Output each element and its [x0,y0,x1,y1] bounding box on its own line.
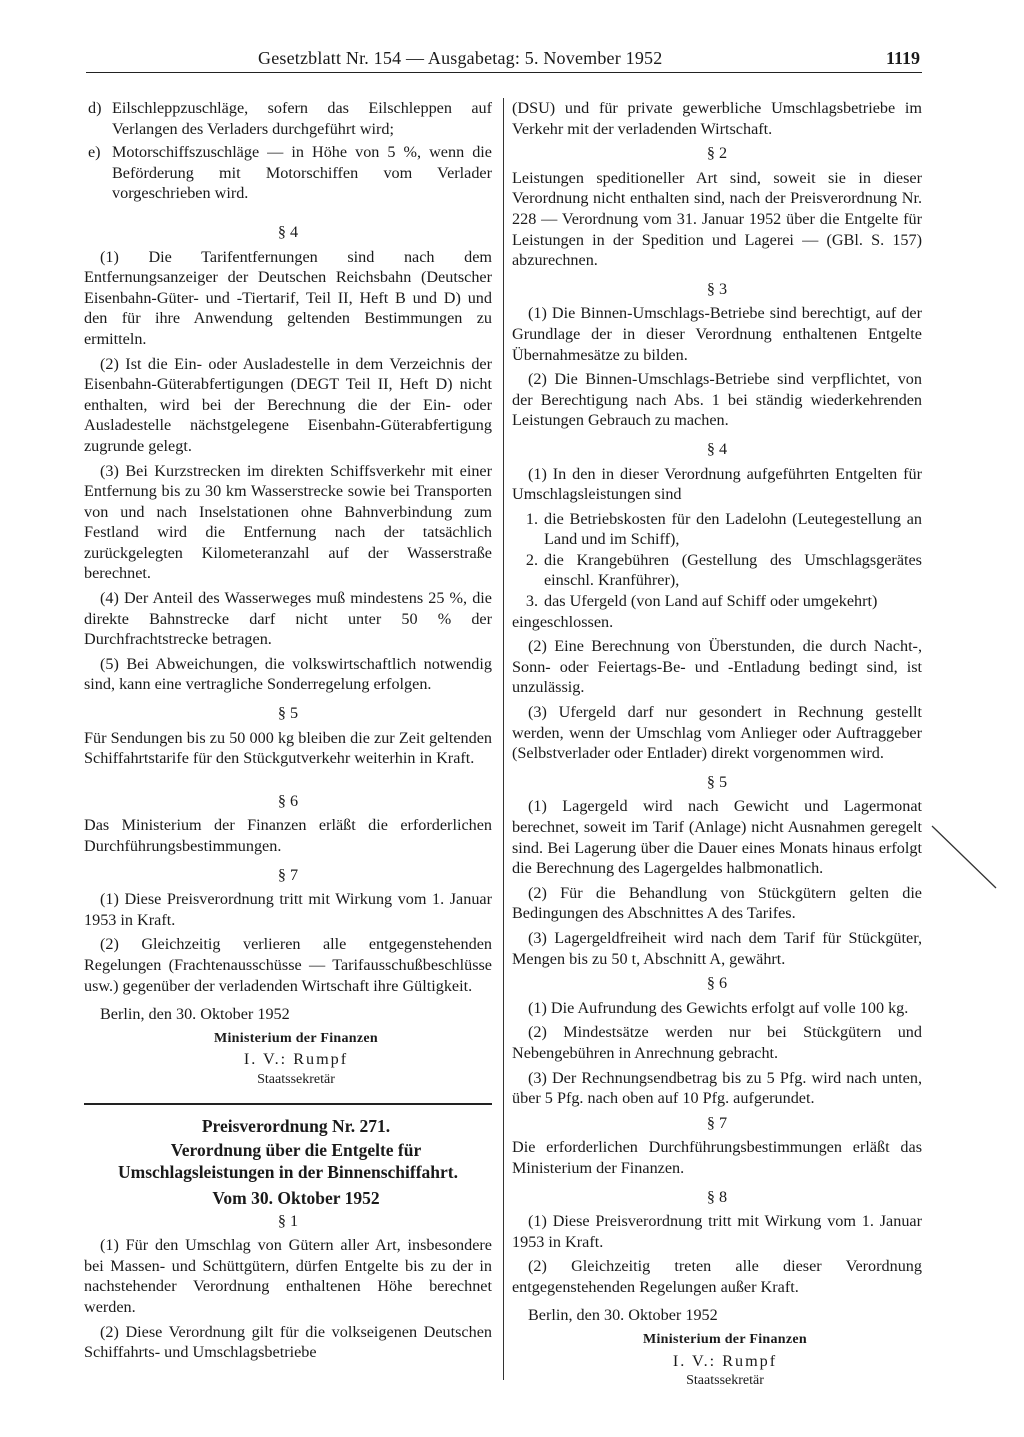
list-label: 3. [525,592,538,611]
signer-role: Staatssekretär [257,1071,335,1087]
place-date: Berlin, den 30. Oktober 1952 [100,1005,290,1024]
paragraph: (1) Für den Umschlag von Gütern aller Art, insbesondere bei Massen- und Schüttgütern, dürfen Entgelte bis zu der in nachstehender Verordnung enthaltenen Höhe berechnet werden. [84,1236,492,1316]
section-heading: § 5 [706,772,728,791]
list-text: die Krangebühren (Gestellung des Umschlagsgerätes einschl. Kranführer), [544,550,922,590]
paragraph: (2) Ist die Ein- oder Ausladestelle in dem Verzeichnis der Eisenbahn-Güterabfertigungen (DEGT Teil II, Heft D) nicht enthalten, wird bei der Berechnung die der Ein- oder Ausladestelle nächstgelegene Eisenbahn-Güterabfertigung zugrunde gelegt. [84,354,492,455]
paragraph: (3) Ufergeld darf nur gesondert in Rechnung gestellt werden, wenn der Umschlag vom Anlieger oder Auftraggeber (Selbstverlader oder Entlader) direkt vorgenommen wird. [512,703,922,763]
paragraph: (1) Diese Preisverordnung tritt mit Wirkung vom 1. Januar 1953 in Kraft. [84,890,492,929]
section-heading: § 1 [277,1211,299,1230]
section-heading: § 2 [706,144,728,163]
section-heading: § 7 [277,865,299,884]
paragraph: Die erforderlichen Durchführungsbestimmungen erläßt das Ministerium der Finanzen. [512,1138,922,1177]
paragraph: (1) Lagergeld wird nach Gewicht und Lagermonat berechnet, soweit im Tarif (Anlage) nicht Ausnahmen geregelt sind. Bei Lagerung über die Dauer eines Monats hinaus erfolgt die Berechnung des Lagergeldes halbmonatlich. [512,797,922,878]
list-label: 1. [525,509,538,528]
paragraph: (1) In den in dieser Verordnung aufgeführten Entgelten für Umschlagsleistungen sind [512,464,922,504]
ministry-name: Ministerium der Finanzen [642,1332,808,1348]
paragraph: eingeschlossen. [512,612,614,631]
paragraph: (DSU) und für private gewerbliche Umschlagsbetriebe im Verkehr mit der verladenden Wirtschaft. [512,99,922,138]
paragraph: (2) Gleichzeitig verlieren alle entgegenstehenden Regelungen (Frachtenausschüsse — Tarifausschußbeschlüsse usw.) gegenüber der verladenden Wirtschaft ihre Gültigkeit. [84,935,492,995]
paragraph: Leistungen speditioneller Art sind, soweit sie in dieser Verordnung nicht enthalten sind, nach der Preisverordnung Nr. 228 — Verordnung vom 31. Januar 1952 über die Entgelte für Leistungen in der Spedition und Lagerei — (GBl. S. 157) abzurechnen. [512,168,922,270]
paragraph: (1) Die Aufrundung des Gewichts erfolgt auf volle 100 kg. [528,998,909,1017]
section-heading: § 6 [706,974,728,993]
ordinance-number: Preisverordnung Nr. 271. [201,1115,391,1136]
paragraph: (2) Diese Verordnung gilt für die volkseigenen Deutschen Schiffahrts- und Umschlagsbetriebe [84,1322,492,1362]
place-date: Berlin, den 30. Oktober 1952 [528,1306,718,1325]
list-text: das Ufergeld (von Land auf Schiff oder umgekehrt) [544,592,878,611]
paragraph: (4) Der Anteil des Wasserweges muß mindestens 25 %, die direkte Bahnstrecke darf nicht unter 50 % der Durchfrachtstrecke betragen. [84,589,492,649]
list-label: e) [88,143,101,162]
section-heading: § 7 [706,1113,728,1132]
paragraph: (3) Bei Kurzstrecken im direkten Schiffsverkehr mit einer Entfernung bis zu 30 km Wasserstrecke sowie bei Transporten von und nach Inselstationen ohne Bahnverbindung zum Festland wird die Entfernung nach der tatsächlich zurückgelegten Kilometeranzahl auf der Wasserstraße berechnet. [84,461,492,583]
signer-name: I. V.: Rumpf [243,1050,349,1069]
ordinance-date: Vom 30. Oktober 1952 [212,1187,380,1208]
list-text: Eilschleppzuschläge, sofern das Eilschleppen auf Verlangen des Verladers durchgeführt wird; [112,99,492,138]
paragraph: (2) Die Binnen-Umschlags-Betriebe sind verpflichtet, von der Berechtigung nach Abs. 1 bei ständig wiederkehrenden Leistungen Gebrauch zu machen. [512,370,922,430]
header-title: Gesetzblatt Nr. 154 — Ausgabetag: 5. November 1952 [258,48,663,68]
paragraph: (1) Die Binnen-Umschlags-Betriebe sind berechtigt, auf der Grundlage der in dieser Verordnung enthaltenen Entgelte Übernahmesätze zu bilden. [512,304,922,364]
paragraph: (2) Eine Berechnung von Überstunden, die durch Nacht-, Sonn- oder Feiertags-Be- und -Entladung bedingt sind, ist unzulässig. [512,637,922,697]
paragraph: (3) Der Rechnungsendbetrag bis zu 5 Pfg. wird nach unten, über 5 Pfg. nach oben auf 10 Pfg. aufgerundet. [512,1068,922,1108]
ministry-name: Ministerium der Finanzen [213,1030,379,1046]
ordinance-title: Verordnung über die Entgelte für Umschlagsleistungen in der Binnenschiffahrt. [118,1139,458,1182]
section-heading: § 6 [277,791,299,810]
signer-role: Staatssekretär [686,1373,764,1389]
paragraph: (2) Mindestsätze werden nur bei Stückgütern und Nebengebühren in Anrechnung gebracht. [512,1023,922,1062]
paragraph: (1) Die Tarifentfernungen sind nach dem Entfernungsanzeiger der Deutschen Reichsbahn (Deutscher Eisenbahn-Güter- und -Tiertarif, Teil II, Heft B und D) und den für ihre Anwendung geltenden Bestimmungen zu ermitteln. [84,247,492,348]
section-heading: § 4 [706,439,728,458]
list-text: die Betriebskosten für den Ladelohn (Leutegestellung an Land und im Schiff), [544,509,922,549]
paragraph: (1) Diese Preisverordnung tritt mit Wirkung vom 1. Januar 1953 in Kraft. [512,1212,922,1251]
section-heading: § 4 [277,222,299,241]
section-heading: § 5 [277,704,299,723]
signer-name: I. V.: Rumpf [672,1351,778,1370]
section-heading: § 3 [706,279,728,298]
list-label: 2. [525,550,538,569]
list-label: d) [88,99,102,117]
paragraph: Das Ministerium der Finanzen erläßt die erforderlichen Durchführungsbestimmungen. [84,816,492,855]
paragraph: (5) Bei Abweichungen, die volkswirtschaftlich notwendig sind, kann eine vertragliche Sonderregelung erfolgen. [84,654,492,694]
paragraph: (2) Gleichzeitig treten alle dieser Verordnung entgegenstehenden Regelungen außer Kraft. [512,1257,922,1296]
list-text: Motorschiffszuschläge — in Höhe von 5 %, wenn die Beförderung mit Motorschiffen vom Verlader vorgeschrieben wird. [112,143,492,203]
section-heading: § 8 [706,1187,728,1206]
page-number: 1119 [885,48,920,68]
paragraph: (2) Für die Behandlung von Stückgütern gelten die Bedingungen des Abschnittes A des Tarifes. [512,883,922,923]
paragraph: (3) Lagergeldfreiheit wird nach dem Tarif für Stückgüter, Mengen bis zu 50 t, Abschnitt A, gewährt. [512,928,922,968]
paragraph: Für Sendungen bis zu 50 000 kg bleiben die zur Zeit geltenden Schiffahrtstarife für den Stückgutverkehr weiterhin in Kraft. [84,728,492,768]
